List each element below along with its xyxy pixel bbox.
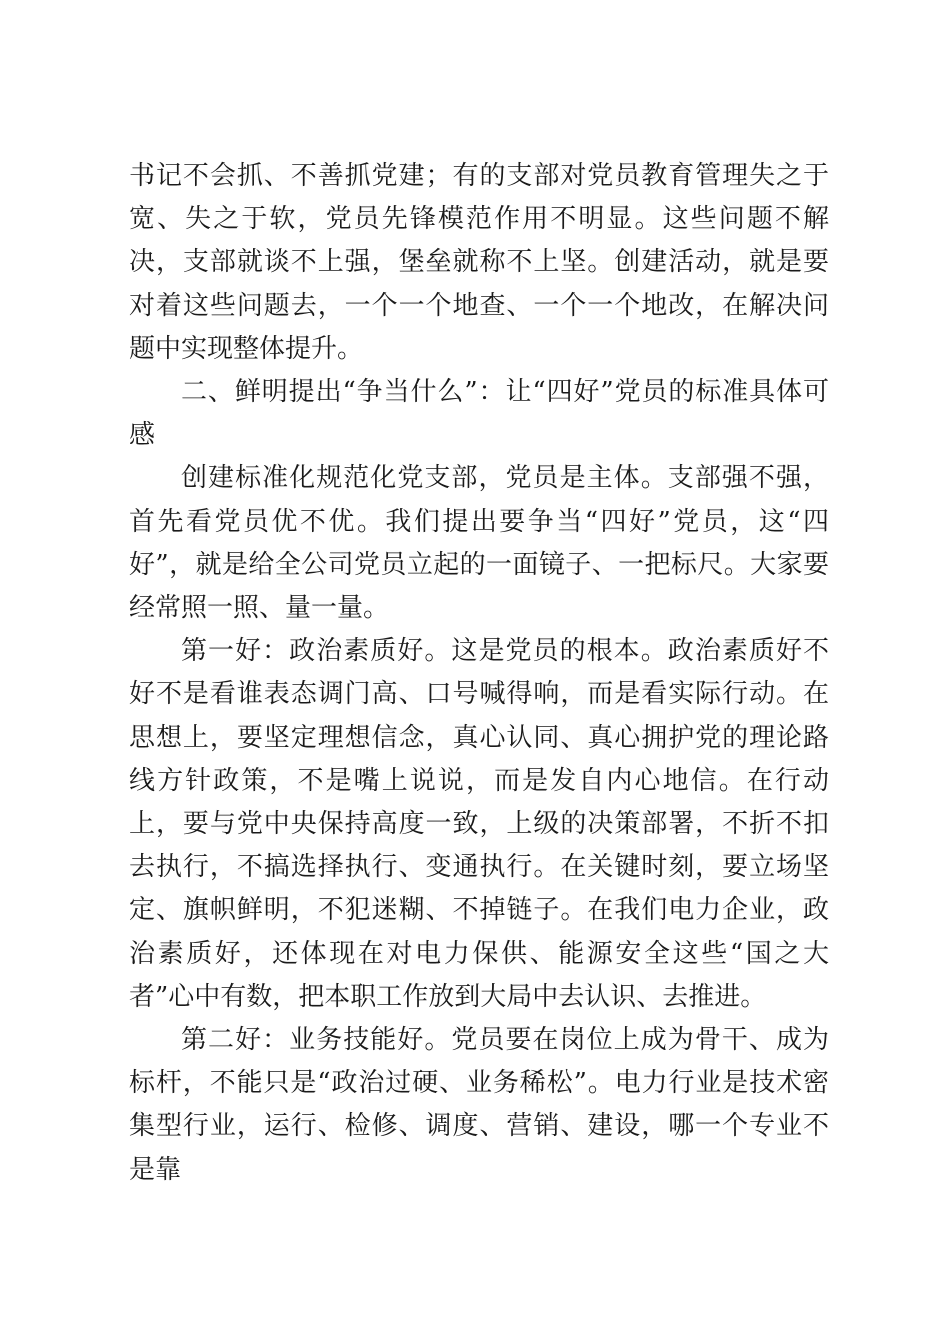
paragraph-continued: 书记不会抓、不善抓党建；有的支部对党员教育管理失之于宽、失之于软，党员先锋模范作用不明显。这些问题不解决，支部就谈不上强，堡垒就称不上坚。创建活动，就是要对着这些问题去，一个一个地查、一个一个地改，在解决问题中实现整体提升。 (129, 161, 829, 364)
paragraph: 第一好：政治素质好。这是党员的根本。政治素质好不好不是看谁表态调门高、口号喊得响，而是看实际行动。在思想上，要坚定理想信念，真心认同、真心拥护党的理论路线方针政策，不是嘴上说说，而是发自内心地信。在行动上，要与党中央保持高度一致，上级的决策部署，不折不扣去执行，不搞选择执行、变通执行。在关键时刻，要立场坚定、旗帜鲜明，不犯迷糊、不掉链子。在我们电力企业，政治素质好，还体现在对电力保供、能源安全这些“国之大者”心中有数，把本职工作放到大局中去认识、去推进。 (129, 636, 829, 1012)
paragraph: 创建标准化规范化党支部，党员是主体。支部强不强，首先看党员优不优。我们提出要争当“四好”党员，这“四好”，就是给全公司党员立起的一面镜子、一把标尺。大家要经常照一照、量一量。 (129, 463, 829, 624)
document-body (129, 155, 829, 1192)
paragraph: 第二好：业务技能好。党员要在岗位上成为骨干、成为标杆，不能只是“政治过硬、业务稀松”。电力行业是技术密集型行业，运行、检修、调度、营销、建设，哪一个专业不是靠 (129, 1025, 829, 1185)
section-heading: 二、鲜明提出“争当什么”：让“四好”党员的标准具体可感 (129, 377, 829, 451)
